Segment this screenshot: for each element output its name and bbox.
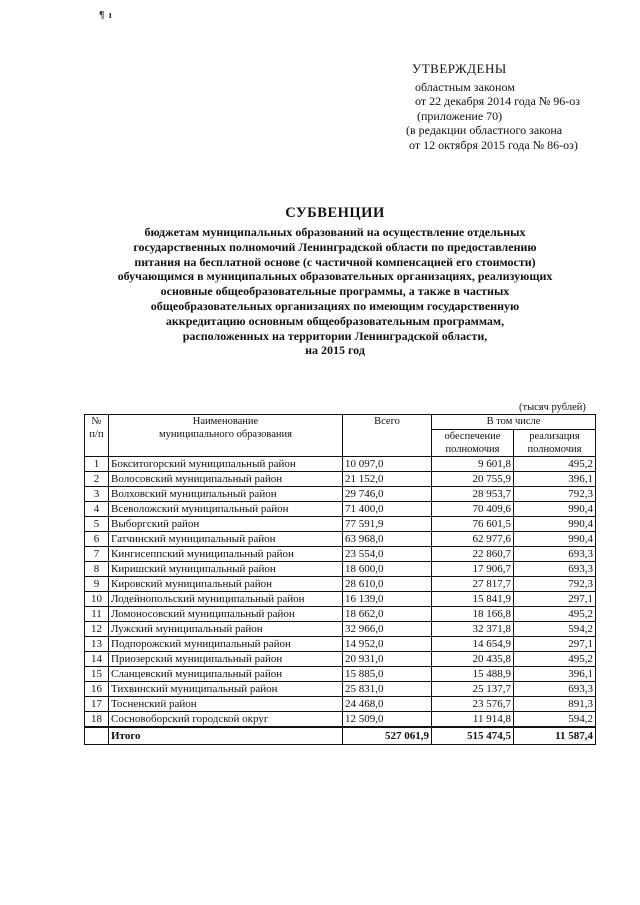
row-municipality: Выборгский район (109, 517, 343, 532)
document-title-block (0, 205, 640, 358)
row-realization: 693,3 (514, 562, 596, 577)
row-provision: 17 906,7 (432, 562, 514, 577)
total-realization: 11 587,4 (514, 727, 596, 745)
row-total: 71 400,0 (343, 502, 432, 517)
row-realization: 792,3 (514, 487, 596, 502)
row-total: 10 097,0 (343, 457, 432, 472)
subtitle-line: расположенных на территории Ленинградской области, (182, 328, 488, 343)
row-number: 4 (85, 502, 109, 517)
row-number: 9 (85, 577, 109, 592)
row-total: 24 468,0 (343, 697, 432, 712)
row-provision: 28 953,7 (432, 487, 514, 502)
row-number: 11 (85, 607, 109, 622)
row-municipality: Подпорожский муниципальный район (109, 637, 343, 652)
subtitle-line: государственных полномочий Ленинградской области по предоставлению (133, 239, 537, 254)
row-municipality: Сосновоборский городской округ (109, 712, 343, 728)
row-municipality: Кировский муниципальный район (109, 577, 343, 592)
row-realization: 990,4 (514, 502, 596, 517)
approval-heading: УТВЕРЖДЕНЫ (412, 61, 507, 76)
row-number: 16 (85, 682, 109, 697)
row-total: 18 600,0 (343, 562, 432, 577)
row-municipality: Сланцевский муниципальный район (109, 667, 343, 682)
row-provision: 76 601,5 (432, 517, 514, 532)
table-row (85, 517, 596, 532)
row-number: 10 (85, 592, 109, 607)
row-provision: 70 409,6 (432, 502, 514, 517)
header-including: В том числе (432, 415, 596, 430)
approval-line: от 22 декабря 2014 года № 96-оз (415, 94, 581, 108)
row-total: 63 968,0 (343, 532, 432, 547)
row-municipality: Кингисеппский муниципальный район (109, 547, 343, 562)
total-row (85, 727, 596, 745)
row-number: 18 (85, 712, 109, 728)
header-total: Всего (343, 415, 432, 457)
row-realization: 891,3 (514, 697, 596, 712)
row-realization: 594,2 (514, 712, 596, 728)
row-number: 5 (85, 517, 109, 532)
subtitle-line: общеобразовательных организациях по имеющим государственную (150, 298, 520, 313)
table-row (85, 592, 596, 607)
header-provision: обеспечение полномочия (432, 430, 514, 457)
row-municipality: Бокситогорский муниципальный район (109, 457, 343, 472)
row-provision: 62 977,6 (432, 532, 514, 547)
table-row (85, 607, 596, 622)
header-number: № п/п (85, 415, 109, 457)
table-row (85, 637, 596, 652)
total-label: Итого (109, 727, 343, 745)
row-number: 15 (85, 667, 109, 682)
table-row (85, 472, 596, 487)
row-total: 16 139,0 (343, 592, 432, 607)
document-subtitle (30, 225, 640, 358)
row-realization: 990,4 (514, 532, 596, 547)
row-provision: 32 371,8 (432, 622, 514, 637)
row-provision: 15 488,9 (432, 667, 514, 682)
row-realization: 495,2 (514, 652, 596, 667)
row-municipality: Всеволожский муниципальный район (109, 502, 343, 517)
table-row (85, 562, 596, 577)
row-total: 15 885,0 (343, 667, 432, 682)
row-number: 13 (85, 637, 109, 652)
table-row (85, 502, 596, 517)
table-row (85, 532, 596, 547)
row-municipality: Лодейнопольский муниципальный район (109, 592, 343, 607)
row-municipality: Киришский муниципальный район (109, 562, 343, 577)
total-sum: 527 061,9 (343, 727, 432, 745)
row-municipality: Волховский муниципальный район (109, 487, 343, 502)
document-title: СУБВЕНЦИИ (285, 205, 385, 221)
row-realization: 693,3 (514, 682, 596, 697)
row-number: 6 (85, 532, 109, 547)
table-row (85, 487, 596, 502)
row-total: 18 662,0 (343, 607, 432, 622)
row-provision: 18 166,8 (432, 607, 514, 622)
row-realization: 495,2 (514, 607, 596, 622)
row-municipality: Тосненский район (109, 697, 343, 712)
row-total: 12 509,0 (343, 712, 432, 728)
unit-label: (тысяч рублей) (519, 402, 586, 413)
row-number: 17 (85, 697, 109, 712)
row-total: 21 152,0 (343, 472, 432, 487)
row-number: 2 (85, 472, 109, 487)
row-municipality: Тихвинский муниципальный район (109, 682, 343, 697)
row-provision: 20 755,9 (432, 472, 514, 487)
total-number-cell (85, 727, 109, 745)
table-row (85, 652, 596, 667)
row-total: 32 966,0 (343, 622, 432, 637)
row-number: 14 (85, 652, 109, 667)
row-municipality: Волосовский муниципальный район (109, 472, 343, 487)
table-row (85, 682, 596, 697)
table-row (85, 697, 596, 712)
row-provision: 11 914,8 (432, 712, 514, 728)
row-municipality: Гатчинский муниципальный район (109, 532, 343, 547)
row-provision: 20 435,8 (432, 652, 514, 667)
row-total: 28 610,0 (343, 577, 432, 592)
table-row (85, 622, 596, 637)
header-name: Наименование муниципального образования (109, 415, 343, 457)
approval-stamp (404, 62, 580, 152)
row-realization: 396,1 (514, 667, 596, 682)
subtitle-line: питания на бесплатной основе (с частичной компенсацией его стоимости) (134, 254, 536, 269)
table-row (85, 547, 596, 562)
row-realization: 693,3 (514, 547, 596, 562)
row-provision: 27 817,7 (432, 577, 514, 592)
row-realization: 297,1 (514, 592, 596, 607)
row-number: 8 (85, 562, 109, 577)
approval-line: от 12 октября 2015 года № 86-оз) (409, 137, 578, 152)
row-realization: 792,3 (514, 577, 596, 592)
subventions-table (84, 414, 596, 745)
header-realization: реализация полномочия (514, 430, 596, 457)
table-row (85, 457, 596, 472)
total-provision: 515 474,5 (432, 727, 514, 745)
table-row (85, 577, 596, 592)
row-number: 3 (85, 487, 109, 502)
row-provision: 14 654,9 (432, 637, 514, 652)
row-number: 1 (85, 457, 109, 472)
row-realization: 594,2 (514, 622, 596, 637)
row-municipality: Ломоносовский муниципальный район (109, 607, 343, 622)
row-realization: 495,2 (514, 457, 596, 472)
row-total: 77 591,9 (343, 517, 432, 532)
row-provision: 9 601,8 (432, 457, 514, 472)
row-total: 20 931,0 (343, 652, 432, 667)
subtitle-line: обучающимся в муниципальных образовательных организациях, реализующих (117, 269, 553, 284)
row-municipality: Приозерский муниципальный район (109, 652, 343, 667)
row-realization: 396,1 (514, 472, 596, 487)
row-provision: 15 841,9 (432, 592, 514, 607)
row-total: 25 831,0 (343, 682, 432, 697)
row-realization: 990,4 (514, 517, 596, 532)
table-row (85, 712, 596, 728)
approval-line: (в редакции областного закона (406, 123, 563, 137)
subtitle-line: на 2015 год (305, 343, 365, 358)
row-provision: 25 137,7 (432, 682, 514, 697)
subtitle-line: основные общеобразовательные программы, а также в частных (160, 284, 510, 299)
row-provision: 23 576,7 (432, 697, 514, 712)
row-total: 29 746,0 (343, 487, 432, 502)
row-number: 12 (85, 622, 109, 637)
row-number: 7 (85, 547, 109, 562)
row-provision: 22 860,7 (432, 547, 514, 562)
row-realization: 297,1 (514, 637, 596, 652)
approval-line: областным законом (415, 79, 515, 94)
row-total: 14 952,0 (343, 637, 432, 652)
row-municipality: Лужский муниципальный район (109, 622, 343, 637)
subtitle-line: аккредитацию основным общеобразовательным программам, (165, 313, 505, 328)
subtitle-line: бюджетам муниципальных образований на осуществление отдельных (144, 225, 526, 239)
scan-corner-mark: ¶ ı (99, 10, 113, 21)
row-total: 23 554,0 (343, 547, 432, 562)
table-row (85, 667, 596, 682)
approval-line: (приложение 70) (417, 108, 503, 123)
